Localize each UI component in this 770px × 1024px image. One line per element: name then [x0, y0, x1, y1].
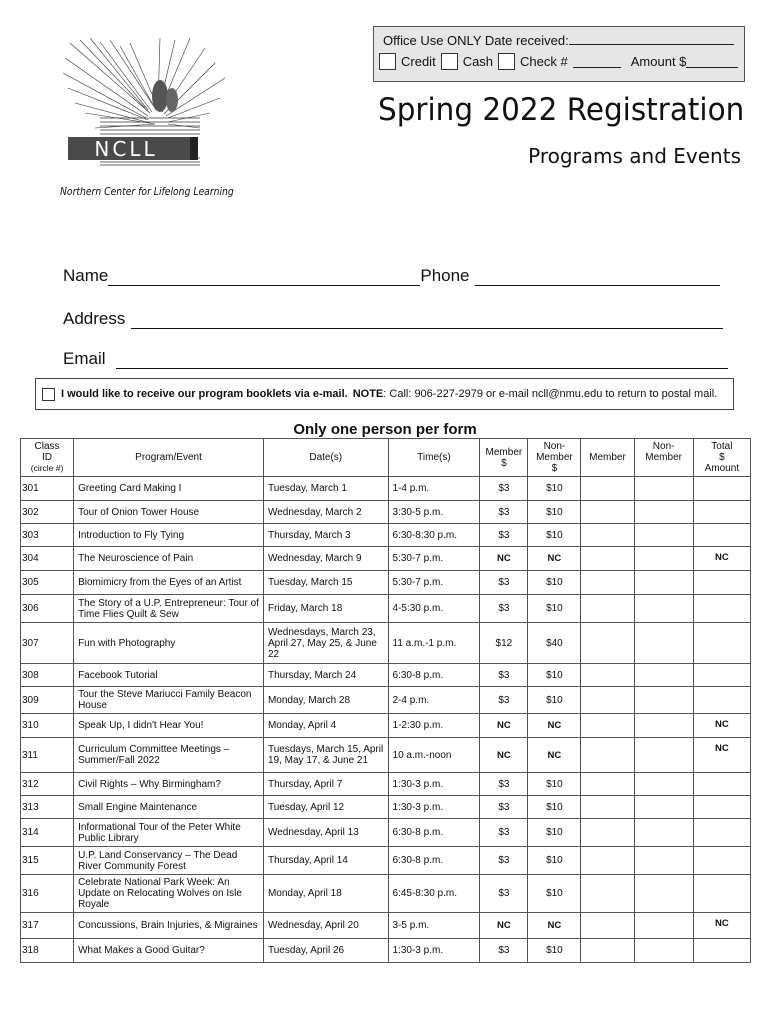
time-cell: 6:45-8:30 p.m. — [388, 875, 480, 913]
phone-field[interactable] — [475, 268, 720, 286]
nonmember-price-cell: $10 — [528, 819, 581, 847]
date-cell: Wednesday, March 2 — [263, 501, 388, 524]
date-cell: Tuesday, April 12 — [263, 796, 388, 819]
member-price-cell: NC — [480, 714, 528, 738]
table-row — [21, 819, 751, 847]
table-row — [21, 547, 751, 571]
program-cell: Speak Up, I didn't Hear You! — [74, 714, 264, 738]
nonmember-price-cell: $10 — [528, 875, 581, 913]
table-row — [21, 875, 751, 913]
email-optin — [35, 378, 734, 410]
total-cell — [693, 595, 750, 623]
program-cell: What Makes a Good Guitar? — [74, 939, 264, 963]
table-row — [21, 623, 751, 664]
nonmember-price-cell: $10 — [528, 687, 581, 714]
class-id-cell: 302 — [21, 501, 74, 524]
total-cell — [693, 939, 750, 963]
date-cell: Wednesday, April 13 — [263, 819, 388, 847]
member-check-cell[interactable] — [581, 847, 634, 875]
table-row — [21, 847, 751, 875]
date-cell: Wednesday, April 20 — [263, 913, 388, 939]
nonmember-check-cell[interactable] — [634, 738, 693, 773]
date-cell: Friday, March 18 — [263, 595, 388, 623]
member-check-cell[interactable] — [581, 714, 634, 738]
cash-checkbox[interactable] — [441, 53, 458, 70]
time-cell: 11 a.m.-1 p.m. — [388, 623, 480, 664]
total-cell — [693, 847, 750, 875]
member-check-cell[interactable] — [581, 477, 634, 501]
member-check-cell[interactable] — [581, 547, 634, 571]
member-check-cell[interactable] — [581, 796, 634, 819]
total-cell — [693, 623, 750, 664]
table-row — [21, 571, 751, 595]
one-person-notice: Only one person per form — [293, 421, 477, 438]
program-cell: Introduction to Fly Tying — [74, 524, 264, 547]
member-price-header: Member $ — [480, 439, 528, 477]
nonmember-check-cell[interactable] — [634, 595, 693, 623]
member-check-cell[interactable] — [581, 571, 634, 595]
time-cell: 5:30-7 p.m. — [388, 571, 480, 595]
nonmember-check-cell[interactable] — [634, 773, 693, 796]
table-row — [21, 524, 751, 547]
total-cell — [693, 819, 750, 847]
time-cell: 6:30-8 p.m. — [388, 847, 480, 875]
time-cell: 4-5:30 p.m. — [388, 595, 480, 623]
address-row — [63, 309, 723, 329]
nonmember-check-cell[interactable] — [634, 664, 693, 687]
nonmember-price-cell: $40 — [528, 623, 581, 664]
member-check-cell[interactable] — [581, 738, 634, 773]
total-cell — [693, 524, 750, 547]
nonmember-price-cell: $10 — [528, 847, 581, 875]
member-price-cell: $3 — [480, 664, 528, 687]
class-id-cell: 317 — [21, 913, 74, 939]
total-cell — [693, 664, 750, 687]
date-cell: Tuesday, March 1 — [263, 477, 388, 501]
date-cell: Wednesday, March 9 — [263, 547, 388, 571]
address-field[interactable] — [131, 311, 723, 329]
class-id-cell: 306 — [21, 595, 74, 623]
class-id-cell: 310 — [21, 714, 74, 738]
nonmember-price-cell: $10 — [528, 477, 581, 501]
time-cell: 6:30-8 p.m. — [388, 819, 480, 847]
member-price-cell: $12 — [480, 623, 528, 664]
member-check-cell[interactable] — [581, 501, 634, 524]
program-cell: The Story of a U.P. Entrepreneur: Tour of Time Flies Quilt & Sew — [74, 595, 264, 623]
program-cell: Concussions, Brain Injuries, & Migraines — [74, 913, 264, 939]
total-header: Total $ Amount — [693, 439, 750, 477]
member-price-cell: $3 — [480, 477, 528, 501]
optin-note-text: : Call: 906-227-2979 or e-mail ncll@nmu.edu to return to postal mail. — [383, 388, 718, 400]
nonmember-check-cell[interactable] — [634, 501, 693, 524]
name-field[interactable] — [108, 268, 420, 286]
table-row — [21, 595, 751, 623]
time-cell: 1:30-3 p.m. — [388, 939, 480, 963]
member-check-cell[interactable] — [581, 664, 634, 687]
time-cell: 6:30-8 p.m. — [388, 664, 480, 687]
table-row — [21, 501, 751, 524]
member-check-cell[interactable] — [581, 875, 634, 913]
program-cell: Celebrate National Park Week: An Update on Relocating Wolves on Isle Royale — [74, 875, 264, 913]
member-check-cell[interactable] — [581, 913, 634, 939]
total-cell: NC — [693, 547, 750, 571]
date-cell: Wednesdays, March 23, April 27, May 25, & June 22 — [263, 623, 388, 664]
total-cell — [693, 687, 750, 714]
class-id-cell: 312 — [21, 773, 74, 796]
program-cell: Civil Rights – Why Birmingham? — [74, 773, 264, 796]
date-cell: Thursday, March 3 — [263, 524, 388, 547]
nonmember-check-cell[interactable] — [634, 796, 693, 819]
table-header — [21, 439, 751, 477]
time-cell: 1-4 p.m. — [388, 477, 480, 501]
total-cell — [693, 571, 750, 595]
class-id-cell: 311 — [21, 738, 74, 773]
email-row — [63, 349, 728, 369]
date-received-field[interactable] — [569, 32, 734, 45]
class-id-cell: 303 — [21, 524, 74, 547]
logo-text: NCLL — [94, 137, 158, 161]
class-id-cell: 314 — [21, 819, 74, 847]
table-row — [21, 714, 751, 738]
member-price-cell: $3 — [480, 819, 528, 847]
office-date-label: Office Use ONLY Date received: — [383, 33, 569, 48]
table-row — [21, 687, 751, 714]
nonmember-check-cell[interactable] — [634, 847, 693, 875]
member-price-cell: $3 — [480, 773, 528, 796]
member-price-cell: $3 — [480, 939, 528, 963]
member-check-cell[interactable] — [581, 623, 634, 664]
member-price-cell: $3 — [480, 875, 528, 913]
office-payment-line — [379, 53, 738, 70]
member-price-cell: $3 — [480, 796, 528, 819]
class-id-cell: 318 — [21, 939, 74, 963]
nonmember-price-cell: $10 — [528, 524, 581, 547]
member-price-cell: $3 — [480, 595, 528, 623]
nonmember-check-cell[interactable] — [634, 547, 693, 571]
dates-header: Date(s) — [263, 439, 388, 477]
member-check-cell[interactable] — [581, 687, 634, 714]
optin-text: I would like to receive our program booklets via e-mail. — [61, 388, 348, 400]
nonmember-check-cell[interactable] — [634, 819, 693, 847]
credit-checkbox[interactable] — [379, 53, 396, 70]
date-cell: Monday, March 28 — [263, 687, 388, 714]
name-label: Name — [63, 266, 109, 285]
time-cell: 2-4 p.m. — [388, 687, 480, 714]
nonmember-price-cell: $10 — [528, 571, 581, 595]
total-cell — [693, 477, 750, 501]
page-title: Spring 2022 Registration — [378, 92, 745, 128]
member-price-cell: $3 — [480, 847, 528, 875]
total-cell — [693, 875, 750, 913]
date-cell: Thursday, April 7 — [263, 773, 388, 796]
program-cell: Fun with Photography — [74, 623, 264, 664]
nonmember-check-cell[interactable] — [634, 524, 693, 547]
credit-label: Credit — [401, 54, 436, 69]
cash-label: Cash — [462, 54, 494, 69]
optin-note-label: NOTE — [352, 388, 384, 400]
table-row — [21, 796, 751, 819]
times-header: Time(s) — [388, 439, 480, 477]
nonmember-price-cell: $10 — [528, 796, 581, 819]
nonmember-price-cell: NC — [528, 714, 581, 738]
nonmember-price-header: Non- Member $ — [528, 439, 581, 477]
program-cell: Informational Tour of the Peter White Public Library — [74, 819, 264, 847]
total-cell — [693, 796, 750, 819]
page-subtitle: Programs and Events — [528, 144, 741, 168]
ncll-logo — [60, 38, 230, 168]
member-check-cell[interactable] — [581, 939, 634, 963]
member-price-cell: NC — [480, 738, 528, 773]
class-id-cell: 315 — [21, 847, 74, 875]
class-id-cell: 304 — [21, 547, 74, 571]
program-cell: Greeting Card Making I — [74, 477, 264, 501]
class-id-header: Class ID (circle #) — [21, 439, 74, 477]
time-cell: 3-5 p.m. — [388, 913, 480, 939]
time-cell: 1-2:30 p.m. — [388, 714, 480, 738]
check-label: Check # — [520, 54, 568, 69]
nonmember-check-cell[interactable] — [634, 571, 693, 595]
nonmember-check-cell[interactable] — [634, 714, 693, 738]
time-cell: 6:30-8:30 p.m. — [388, 524, 480, 547]
table-row — [21, 477, 751, 501]
class-id-cell: 313 — [21, 796, 74, 819]
time-cell: 1:30-3 p.m. — [388, 773, 480, 796]
amount-label: Amount $ — [630, 54, 687, 69]
office-use-box — [373, 26, 745, 82]
nonmember-check-cell[interactable] — [634, 939, 693, 963]
check-number-field[interactable] — [573, 55, 621, 68]
email-field[interactable] — [116, 351, 728, 369]
member-price-cell: $3 — [480, 571, 528, 595]
tagline: Northern Center for Lifelong Learning — [60, 186, 234, 198]
nonmember-check-cell[interactable] — [634, 687, 693, 714]
time-cell: 10 a.m.-noon — [388, 738, 480, 773]
date-cell: Tuesday, March 15 — [263, 571, 388, 595]
member-check-cell[interactable] — [581, 595, 634, 623]
member-price-cell: $3 — [480, 687, 528, 714]
program-cell: Small Engine Maintenance — [74, 796, 264, 819]
total-cell: NC — [693, 738, 750, 773]
nonmember-check-cell[interactable] — [634, 477, 693, 501]
total-cell — [693, 773, 750, 796]
amount-field[interactable] — [686, 55, 738, 68]
table-row — [21, 913, 751, 939]
member-price-cell: NC — [480, 913, 528, 939]
nonmember-check-cell[interactable] — [634, 623, 693, 664]
nonmember-check-cell[interactable] — [634, 913, 693, 939]
nonmember-price-cell: NC — [528, 738, 581, 773]
date-cell: Thursday, April 14 — [263, 847, 388, 875]
date-cell: Tuesdays, March 15, April 19, May 17, & June 21 — [263, 738, 388, 773]
nonmember-header: Non- Member — [634, 439, 693, 477]
office-date-line — [383, 32, 734, 48]
nonmember-price-cell: NC — [528, 547, 581, 571]
nonmember-check-cell[interactable] — [634, 875, 693, 913]
check-checkbox[interactable] — [498, 53, 515, 70]
class-id-cell: 305 — [21, 571, 74, 595]
nonmember-price-cell: $10 — [528, 773, 581, 796]
date-cell: Monday, April 4 — [263, 714, 388, 738]
class-id-cell: 307 — [21, 623, 74, 664]
address-label: Address — [63, 309, 126, 328]
email-label: Email — [63, 349, 106, 368]
member-check-cell[interactable] — [581, 524, 634, 547]
program-cell: Tour the Steve Mariucci Family Beacon House — [74, 687, 264, 714]
program-cell: Facebook Tutorial — [74, 664, 264, 687]
name-row — [63, 266, 720, 286]
date-cell: Tuesday, April 26 — [263, 939, 388, 963]
date-cell: Thursday, March 24 — [263, 664, 388, 687]
total-cell — [693, 501, 750, 524]
member-price-cell: $3 — [480, 524, 528, 547]
phone-label: Phone — [420, 266, 470, 285]
nonmember-price-cell: NC — [528, 913, 581, 939]
registration-table — [20, 438, 751, 963]
class-id-cell: 309 — [21, 687, 74, 714]
program-cell: U.P. Land Conservancy – The Dead River Community Forest — [74, 847, 264, 875]
program-cell: Curriculum Committee Meetings – Summer/Fall 2022 — [74, 738, 264, 773]
total-cell: NC — [693, 913, 750, 939]
nonmember-price-cell: $10 — [528, 939, 581, 963]
program-cell: Biomimicry from the Eyes of an Artist — [74, 571, 264, 595]
nonmember-price-cell: $10 — [528, 664, 581, 687]
member-check-cell[interactable] — [581, 773, 634, 796]
member-price-cell: NC — [480, 547, 528, 571]
nonmember-price-cell: $10 — [528, 595, 581, 623]
table-row — [21, 738, 751, 773]
table-row — [21, 939, 751, 963]
program-header: Program/Event — [74, 439, 264, 477]
table-row — [21, 664, 751, 687]
date-cell: Monday, April 18 — [263, 875, 388, 913]
class-id-cell: 316 — [21, 875, 74, 913]
pine-branch-icon — [60, 38, 230, 168]
total-cell: NC — [693, 714, 750, 738]
class-id-cell: 308 — [21, 664, 74, 687]
table-row — [21, 773, 751, 796]
member-header: Member — [581, 439, 634, 477]
time-cell: 5:30-7 p.m. — [388, 547, 480, 571]
member-price-cell: $3 — [480, 501, 528, 524]
member-check-cell[interactable] — [581, 819, 634, 847]
optin-checkbox[interactable] — [42, 388, 55, 401]
program-cell: The Neuroscience of Pain — [74, 547, 264, 571]
time-cell: 3:30-5 p.m. — [388, 501, 480, 524]
program-cell: Tour of Onion Tower House — [74, 501, 264, 524]
class-id-cell: 301 — [21, 477, 74, 501]
time-cell: 1:30-3 p.m. — [388, 796, 480, 819]
nonmember-price-cell: $10 — [528, 501, 581, 524]
